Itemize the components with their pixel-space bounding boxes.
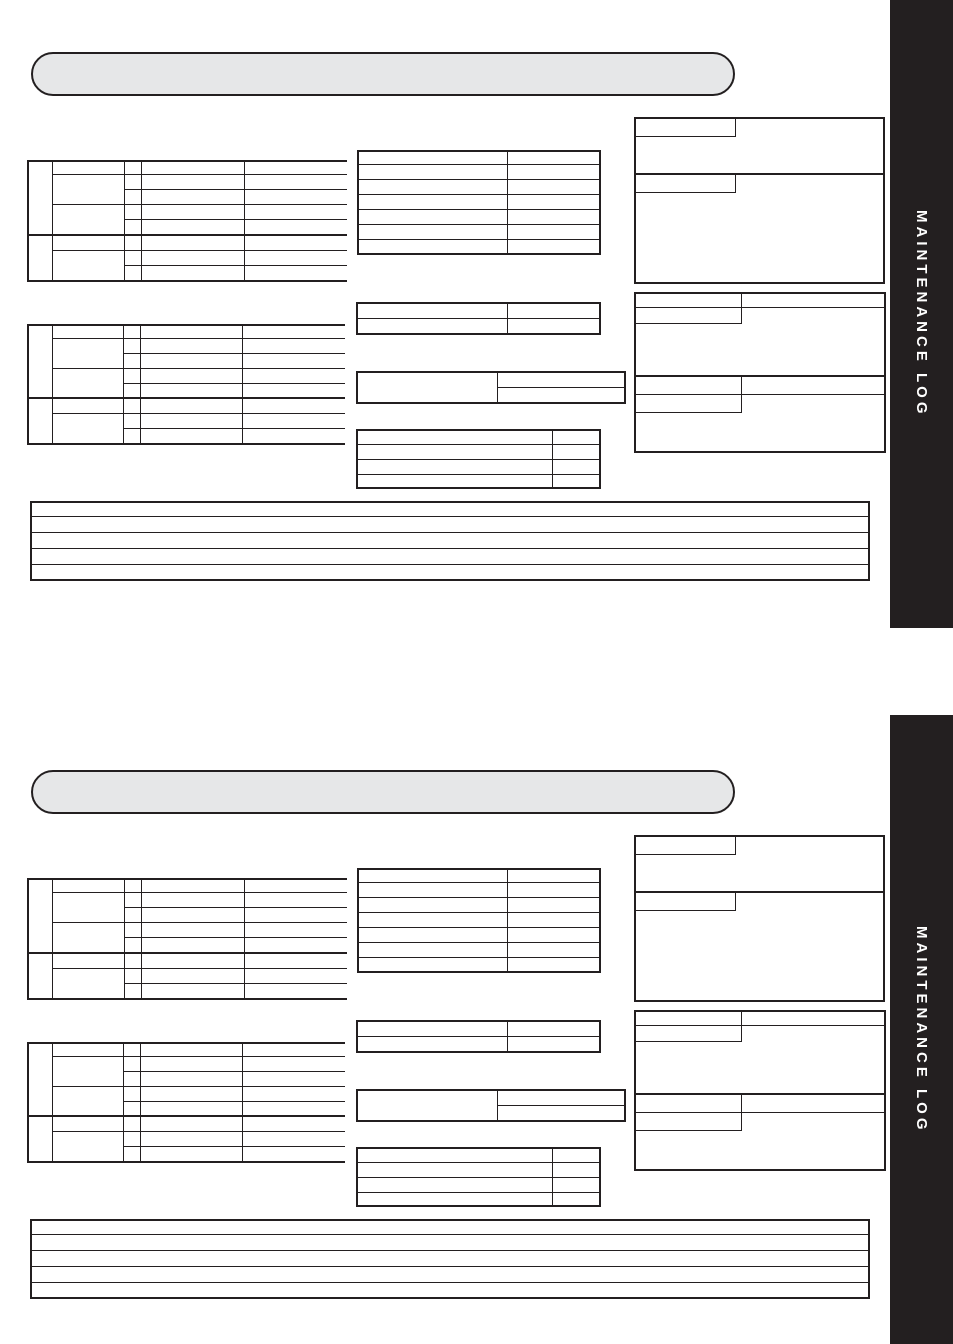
left-table-b	[27, 324, 345, 445]
side-tab-top	[890, 0, 953, 628]
middle-table-3	[356, 1089, 626, 1122]
notes-box	[30, 501, 870, 581]
middle-table-3	[356, 371, 626, 404]
right-box-b	[634, 1010, 886, 1171]
log-section-2	[0, 718, 890, 1344]
left-table-a	[27, 878, 347, 1000]
notes-box	[30, 1219, 870, 1299]
middle-table-2	[356, 1020, 601, 1053]
middle-table-2	[356, 302, 601, 335]
middle-table-4	[356, 429, 601, 489]
log-section-1	[0, 0, 890, 640]
middle-table-4	[356, 1147, 601, 1207]
right-box-b	[634, 292, 886, 453]
left-table-a	[27, 160, 347, 282]
side-tab-bottom	[890, 715, 953, 1344]
middle-table-1	[357, 150, 601, 255]
section-title-pill	[31, 770, 735, 814]
right-box-a	[634, 835, 885, 1002]
right-box-a	[634, 117, 885, 284]
section-title-pill	[31, 52, 735, 96]
left-table-b	[27, 1042, 345, 1163]
side-tab-label: MAINTENANCE LOG	[913, 210, 930, 418]
middle-table-1	[357, 868, 601, 973]
side-tab-label: MAINTENANCE LOG	[913, 925, 930, 1134]
